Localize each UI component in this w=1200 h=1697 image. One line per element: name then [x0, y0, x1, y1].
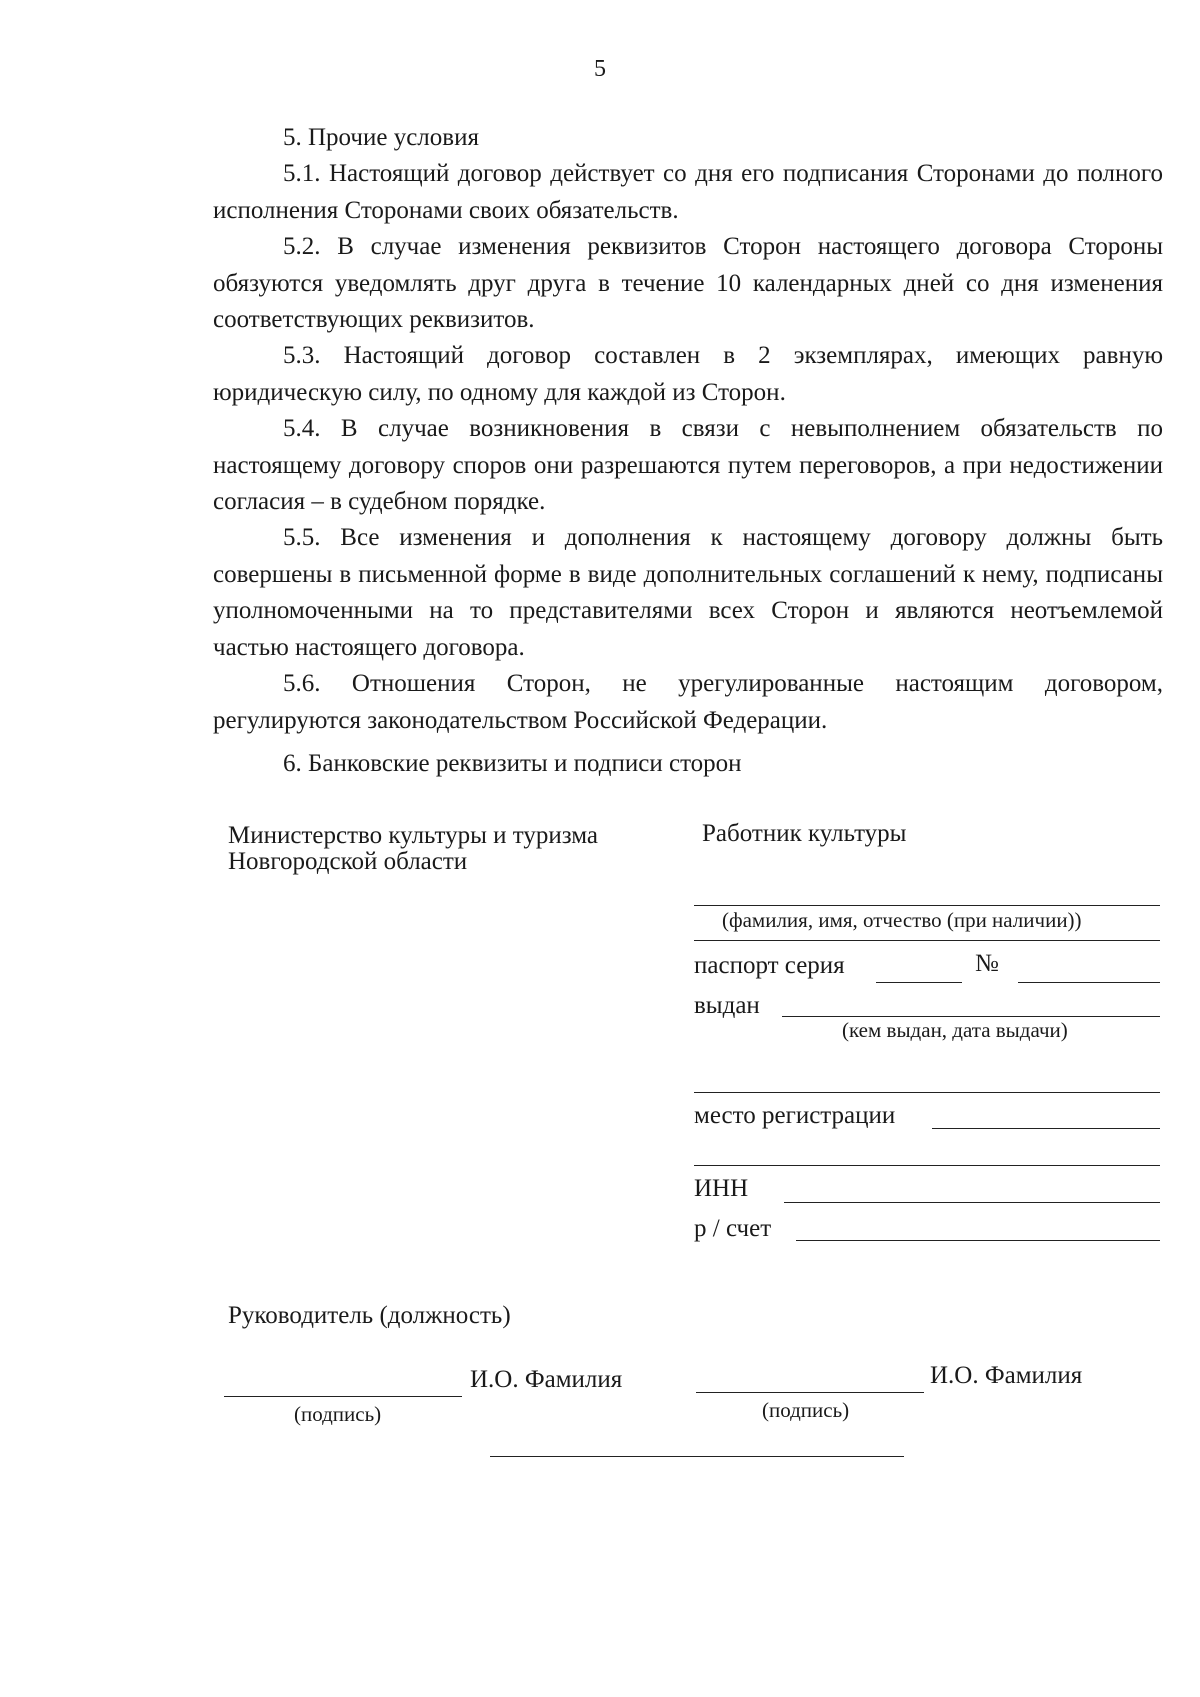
account-line [796, 1240, 1160, 1241]
left-signature-line [224, 1396, 462, 1397]
inn-line [784, 1202, 1160, 1203]
registration-label: место регистрации [694, 1102, 896, 1129]
right-signature-caption: (подпись) [762, 1398, 850, 1422]
inn-label: ИНН [694, 1175, 749, 1202]
clause-5-4: 5.4. В случае возникновения в связи с невыполнением обязательств по настоящему договору споров они разрешаются путем переговоров, а при недостижении согласия – в судебном порядке. [213, 415, 1163, 516]
passport-series-line [876, 982, 962, 983]
account-label: р / счет [694, 1215, 772, 1242]
fio-underline [694, 940, 1160, 941]
clause-5-5: 5.5. Все изменения и дополнения к настоящему договору должны быть совершены в письменной форме в виде дополнительных соглашений к нему, подписаны уполномоченными на то представителями всех Сторон и являются неотъемлемой частью настоящего договора. [213, 524, 1163, 661]
issued-caption: (кем выдан, дата выдачи) [842, 1018, 1068, 1042]
page-number: 5 [594, 56, 606, 82]
left-party-name-line1: Министерство культуры и туризма [228, 822, 599, 849]
section-5 [213, 120, 1163, 739]
fio-line [694, 905, 1160, 906]
left-party-name [228, 823, 678, 875]
left-party-name-line2: Новгородской области [228, 848, 468, 875]
passport-series-label: паспорт серия [694, 952, 845, 979]
clause-5-2: 5.2. В случае изменения реквизитов Сторон настоящего договора Стороны обязуются уведомлять друг друга в течение 10 календарных дней со дня изменения соответствующих реквизитов. [213, 233, 1163, 334]
right-signer-name: И.О. Фамилия [930, 1362, 1083, 1389]
left-signature-caption: (подпись) [294, 1402, 382, 1426]
issued-line [782, 1016, 1160, 1017]
right-signature-line [696, 1392, 924, 1393]
issued-extra-line [694, 1092, 1160, 1093]
passport-number-label: № [975, 950, 999, 977]
bottom-line [490, 1456, 904, 1457]
clause-5-1: 5.1. Настоящий договор действует со дня его подписания Сторонами до полного исполнения Сторонами своих обязательств. [213, 160, 1163, 224]
section-6-heading: 6. Банковские реквизиты и подписи сторон [283, 750, 742, 777]
fio-caption: (фамилия, имя, отчество (при наличии)) [722, 908, 1082, 932]
left-signer-name: И.О. Фамилия [470, 1366, 623, 1393]
left-signer-title: Руководитель (должность) [228, 1302, 511, 1329]
passport-number-line [1018, 982, 1160, 983]
clause-5-6: 5.6. Отношения Сторон, не урегулированные настоящим договором, регулируются законодательством Российской Федерации. [213, 670, 1163, 734]
registration-extra-line [694, 1165, 1160, 1166]
section-5-heading: 5. Прочие условия [283, 124, 479, 151]
clause-5-3: 5.3. Настоящий договор составлен в 2 экземплярах, имеющих равную юридическую силу, по одному для каждой из Сторон. [213, 342, 1163, 406]
right-party-title: Работник культуры [702, 820, 907, 847]
registration-line [932, 1128, 1160, 1129]
issued-label: выдан [694, 992, 760, 1019]
